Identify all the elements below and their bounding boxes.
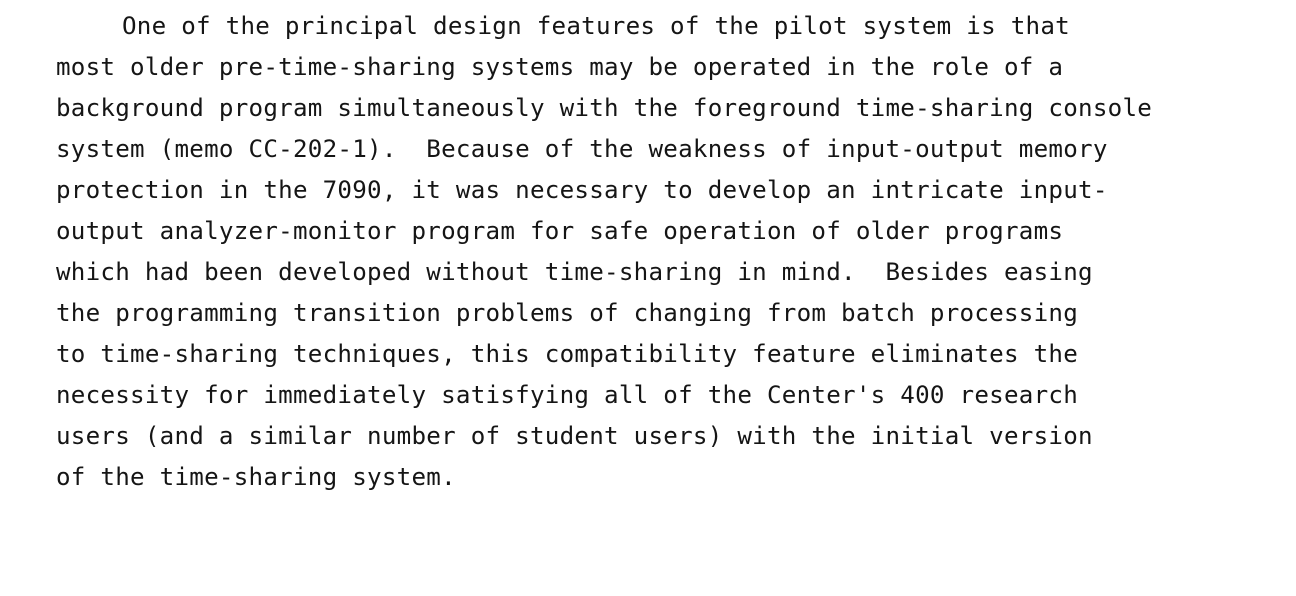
- paragraph-line-8: the programming transition problems of changing from batch processing: [56, 299, 1079, 327]
- paragraph-line-7: which had been developed without time-sharing in mind. Besides easing: [56, 258, 1093, 286]
- paragraph-line-2: most older pre-time-sharing systems may be operated in the role of a: [56, 53, 1064, 81]
- paragraph-line-11: users (and a similar number of student users) with the initial version: [56, 422, 1093, 450]
- paragraph-line-4: system (memo CC-202-1). Because of the weakness of input-output memory: [56, 135, 1108, 163]
- paragraph-line-9: to time-sharing techniques, this compatibility feature eliminates the: [56, 340, 1079, 368]
- paragraph-line-6: output analyzer-monitor program for safe operation of older programs: [56, 217, 1064, 245]
- paragraph-line-10: necessity for immediately satisfying all of the Center's 400 research: [56, 381, 1079, 409]
- paragraph-line-3: background program simultaneously with the foreground time-sharing console: [56, 94, 1153, 122]
- paragraph-line-1: One of the principal design features of the pilot system is that: [122, 12, 1070, 40]
- paragraph-line-12: of the time-sharing system.: [56, 463, 456, 491]
- paragraph-line-5: protection in the 7090, it was necessary to develop an intricate input-: [56, 176, 1108, 204]
